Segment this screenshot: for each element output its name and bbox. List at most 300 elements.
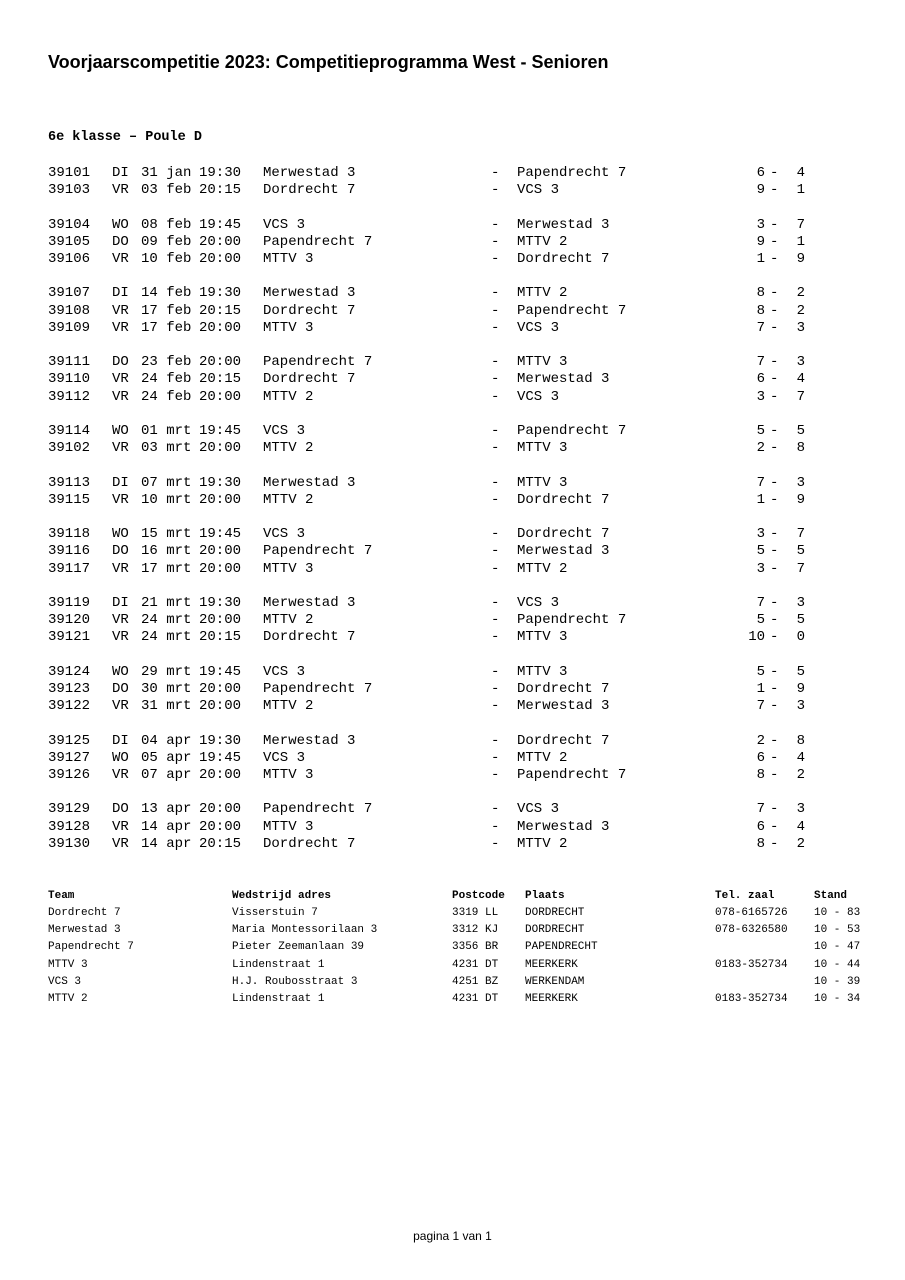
page-footer: pagina 1 van 1 bbox=[413, 1229, 492, 1243]
team-name-header: Team bbox=[48, 890, 75, 902]
score-home: 8 bbox=[756, 835, 765, 852]
match-time: 20:00 bbox=[199, 560, 242, 577]
score-home: 8 bbox=[756, 302, 765, 319]
away-team: MTTV 3 bbox=[517, 629, 568, 646]
postcode: 3312 KJ bbox=[452, 924, 499, 937]
match-day: DO bbox=[112, 233, 129, 250]
match-number: 39104 bbox=[48, 216, 91, 233]
match-number: 39108 bbox=[48, 302, 91, 319]
score-separator: - bbox=[770, 182, 779, 199]
score-home: 7 bbox=[756, 319, 765, 336]
score-away: 9 bbox=[796, 251, 805, 267]
score-home: 10 bbox=[748, 629, 765, 646]
home-team: MTTV 3 bbox=[263, 818, 314, 835]
home-team: VCS 3 bbox=[263, 526, 306, 543]
away-team: VCS 3 bbox=[517, 388, 560, 405]
score-away: 4 bbox=[796, 165, 805, 181]
score-separator: - bbox=[770, 440, 779, 457]
match-date: 24 mrt bbox=[141, 629, 192, 646]
away-team: MTTV 2 bbox=[517, 835, 568, 852]
score-separator: - bbox=[770, 835, 779, 852]
match-day: VR bbox=[112, 371, 129, 388]
match-number: 39101 bbox=[48, 165, 91, 181]
score-away: 2 bbox=[796, 302, 805, 319]
match-number: 39119 bbox=[48, 595, 91, 611]
match-day: DO bbox=[112, 354, 129, 371]
home-team: Merwestad 3 bbox=[263, 285, 356, 302]
match-time: 20:15 bbox=[199, 629, 242, 646]
home-team: Dordrecht 7 bbox=[263, 371, 356, 388]
home-team: MTTV 2 bbox=[263, 612, 314, 629]
match-date: 07 apr bbox=[141, 767, 192, 783]
match-date: 17 feb bbox=[141, 319, 192, 336]
match-separator: - bbox=[491, 302, 500, 319]
match-day: WO bbox=[112, 663, 129, 680]
score-home: 3 bbox=[756, 216, 765, 233]
match-separator: - bbox=[491, 595, 500, 611]
venue-address: H.J. Roubosstraat 3 bbox=[232, 975, 358, 988]
match-day: WO bbox=[112, 749, 129, 766]
score-away: 4 bbox=[796, 818, 805, 835]
score-separator: - bbox=[770, 818, 779, 835]
score-home: 1 bbox=[756, 251, 765, 267]
away-team: VCS 3 bbox=[517, 801, 560, 818]
match-time: 20:00 bbox=[199, 801, 242, 818]
score-separator: - bbox=[770, 302, 779, 319]
match-day: DI bbox=[112, 474, 129, 491]
team-name: Dordrecht 7 bbox=[48, 907, 121, 919]
match-number: 39125 bbox=[48, 732, 91, 749]
match-date: 09 feb bbox=[141, 233, 192, 250]
match-separator: - bbox=[491, 698, 500, 715]
score-home: 7 bbox=[756, 595, 765, 611]
match-time: 20:00 bbox=[199, 354, 242, 371]
match-separator: - bbox=[491, 767, 500, 783]
match-time: 20:15 bbox=[199, 302, 242, 319]
home-team: Papendrecht 7 bbox=[263, 681, 373, 697]
score-away: 3 bbox=[796, 474, 805, 491]
match-number: 39124 bbox=[48, 663, 91, 680]
match-day: DI bbox=[112, 595, 129, 611]
score-away: 5 bbox=[796, 612, 805, 629]
match-day: DI bbox=[112, 165, 129, 181]
match-separator: - bbox=[491, 319, 500, 336]
score-away: 1 bbox=[796, 233, 805, 250]
score-home: 5 bbox=[756, 423, 765, 439]
section-heading: 6e klasse – Poule D bbox=[48, 130, 202, 145]
score-away: 2 bbox=[796, 835, 805, 852]
match-date: 03 feb bbox=[141, 182, 192, 199]
standing-header: Stand bbox=[814, 890, 848, 902]
standing: 10 - 83 bbox=[814, 907, 861, 919]
home-team: MTTV 2 bbox=[263, 491, 314, 508]
score-separator: - bbox=[770, 165, 779, 181]
score-away: 5 bbox=[796, 423, 805, 439]
away-team: Dordrecht 7 bbox=[517, 491, 610, 508]
match-time: 20:00 bbox=[199, 491, 242, 508]
home-team: Merwestad 3 bbox=[263, 165, 356, 181]
away-team: Papendrecht 7 bbox=[517, 302, 627, 319]
score-separator: - bbox=[770, 767, 779, 783]
score-separator: - bbox=[770, 663, 779, 680]
score-separator: - bbox=[770, 388, 779, 405]
away-team: MTTV 2 bbox=[517, 560, 568, 577]
match-separator: - bbox=[491, 233, 500, 250]
team-name: Papendrecht 7 bbox=[48, 941, 134, 954]
away-team: MTTV 3 bbox=[517, 440, 568, 457]
home-team: VCS 3 bbox=[263, 663, 306, 680]
home-team: MTTV 2 bbox=[263, 698, 314, 715]
away-team: Merwestad 3 bbox=[517, 818, 610, 835]
home-team: Merwestad 3 bbox=[263, 595, 356, 611]
match-date: 08 feb bbox=[141, 216, 192, 233]
away-team: Merwestad 3 bbox=[517, 216, 610, 233]
away-team: MTTV 3 bbox=[517, 474, 568, 491]
match-separator: - bbox=[491, 560, 500, 577]
score-away: 7 bbox=[796, 526, 805, 543]
home-team: Dordrecht 7 bbox=[263, 182, 356, 199]
match-number: 39115 bbox=[48, 491, 91, 508]
home-team: MTTV 2 bbox=[263, 440, 314, 457]
match-number: 39111 bbox=[48, 354, 91, 371]
match-day: VR bbox=[112, 560, 129, 577]
score-home: 2 bbox=[756, 440, 765, 457]
match-day: WO bbox=[112, 526, 129, 543]
away-team: Dordrecht 7 bbox=[517, 732, 610, 749]
match-time: 19:45 bbox=[199, 663, 242, 680]
standing: 10 - 53 bbox=[814, 924, 861, 937]
match-number: 39102 bbox=[48, 440, 91, 457]
match-date: 17 mrt bbox=[141, 560, 192, 577]
match-separator: - bbox=[491, 526, 500, 543]
postcode: 4231 DT bbox=[452, 993, 499, 1005]
match-date: 14 apr bbox=[141, 835, 192, 852]
away-team: Merwestad 3 bbox=[517, 543, 610, 560]
score-away: 7 bbox=[796, 388, 805, 405]
match-day: VR bbox=[112, 251, 129, 267]
match-day: VR bbox=[112, 319, 129, 336]
match-separator: - bbox=[491, 474, 500, 491]
match-separator: - bbox=[491, 543, 500, 560]
match-date: 30 mrt bbox=[141, 681, 192, 697]
match-number: 39128 bbox=[48, 818, 91, 835]
score-home: 5 bbox=[756, 612, 765, 629]
postcode-header: Postcode bbox=[452, 890, 505, 902]
score-home: 1 bbox=[756, 681, 765, 697]
score-home: 5 bbox=[756, 543, 765, 560]
match-date: 05 apr bbox=[141, 749, 192, 766]
score-home: 3 bbox=[756, 388, 765, 405]
match-time: 20:00 bbox=[199, 612, 242, 629]
score-home: 7 bbox=[756, 698, 765, 715]
score-separator: - bbox=[770, 474, 779, 491]
away-team: MTTV 2 bbox=[517, 233, 568, 250]
home-team: MTTV 3 bbox=[263, 319, 314, 336]
match-number: 39118 bbox=[48, 526, 91, 543]
score-home: 5 bbox=[756, 663, 765, 680]
score-home: 7 bbox=[756, 354, 765, 371]
match-number: 39106 bbox=[48, 251, 91, 267]
match-date: 14 apr bbox=[141, 818, 192, 835]
match-day: VR bbox=[112, 767, 129, 783]
city: WERKENDAM bbox=[525, 975, 585, 988]
match-separator: - bbox=[491, 440, 500, 457]
venue-phone: 0183-352734 bbox=[715, 993, 788, 1005]
match-separator: - bbox=[491, 285, 500, 302]
match-time: 20:00 bbox=[199, 767, 242, 783]
match-separator: - bbox=[491, 629, 500, 646]
home-team: Dordrecht 7 bbox=[263, 302, 356, 319]
score-separator: - bbox=[770, 371, 779, 388]
match-date: 15 mrt bbox=[141, 526, 192, 543]
team-name: Merwestad 3 bbox=[48, 924, 121, 937]
match-time: 20:15 bbox=[199, 371, 242, 388]
home-team: Dordrecht 7 bbox=[263, 629, 356, 646]
match-separator: - bbox=[491, 801, 500, 818]
away-team: Merwestad 3 bbox=[517, 698, 610, 715]
postcode: 4251 BZ bbox=[452, 975, 499, 988]
away-team: MTTV 3 bbox=[517, 663, 568, 680]
match-time: 19:45 bbox=[199, 526, 242, 543]
home-team: Papendrecht 7 bbox=[263, 233, 373, 250]
score-separator: - bbox=[770, 681, 779, 697]
match-date: 23 feb bbox=[141, 354, 192, 371]
home-team: MTTV 3 bbox=[263, 767, 314, 783]
match-time: 20:00 bbox=[199, 388, 242, 405]
match-date: 10 mrt bbox=[141, 491, 192, 508]
match-number: 39123 bbox=[48, 681, 91, 697]
score-away: 2 bbox=[796, 767, 805, 783]
score-separator: - bbox=[770, 612, 779, 629]
postcode: 4231 DT bbox=[452, 958, 499, 971]
match-separator: - bbox=[491, 491, 500, 508]
score-home: 9 bbox=[756, 233, 765, 250]
score-away: 7 bbox=[796, 216, 805, 233]
match-time: 20:00 bbox=[199, 681, 242, 697]
match-number: 39122 bbox=[48, 698, 91, 715]
score-away: 8 bbox=[796, 440, 805, 457]
match-number: 39121 bbox=[48, 629, 91, 646]
city: PAPENDRECHT bbox=[525, 941, 598, 954]
score-separator: - bbox=[770, 526, 779, 543]
match-date: 21 mrt bbox=[141, 595, 192, 611]
venue-address: Visserstuin 7 bbox=[232, 907, 318, 919]
away-team: MTTV 2 bbox=[517, 749, 568, 766]
score-away: 3 bbox=[796, 801, 805, 818]
match-time: 20:15 bbox=[199, 182, 242, 199]
match-date: 29 mrt bbox=[141, 663, 192, 680]
match-time: 20:00 bbox=[199, 698, 242, 715]
match-day: VR bbox=[112, 612, 129, 629]
match-day: VR bbox=[112, 388, 129, 405]
match-separator: - bbox=[491, 818, 500, 835]
match-separator: - bbox=[491, 612, 500, 629]
match-day: VR bbox=[112, 182, 129, 199]
score-home: 6 bbox=[756, 165, 765, 181]
match-date: 03 mrt bbox=[141, 440, 192, 457]
away-team: MTTV 2 bbox=[517, 285, 568, 302]
standing: 10 - 47 bbox=[814, 941, 861, 954]
home-team: VCS 3 bbox=[263, 749, 306, 766]
venue-address: Maria Montessorilaan 3 bbox=[232, 924, 378, 937]
venue-phone: 0183-352734 bbox=[715, 958, 788, 971]
home-team: Papendrecht 7 bbox=[263, 801, 373, 818]
match-date: 24 feb bbox=[141, 371, 192, 388]
away-team: VCS 3 bbox=[517, 595, 560, 611]
match-date: 17 feb bbox=[141, 302, 192, 319]
home-team: MTTV 3 bbox=[263, 560, 314, 577]
match-time: 20:00 bbox=[199, 233, 242, 250]
match-time: 19:45 bbox=[199, 216, 242, 233]
city-header: Plaats bbox=[525, 890, 565, 902]
home-team: Papendrecht 7 bbox=[263, 354, 373, 371]
match-date: 24 feb bbox=[141, 388, 192, 405]
match-number: 39126 bbox=[48, 767, 91, 783]
city: DORDRECHT bbox=[525, 907, 585, 919]
away-team: Dordrecht 7 bbox=[517, 251, 610, 267]
score-home: 6 bbox=[756, 371, 765, 388]
standing: 10 - 39 bbox=[814, 975, 861, 988]
match-day: VR bbox=[112, 818, 129, 835]
match-date: 24 mrt bbox=[141, 612, 192, 629]
score-home: 6 bbox=[756, 749, 765, 766]
match-time: 19:30 bbox=[199, 165, 242, 181]
match-time: 19:30 bbox=[199, 474, 242, 491]
score-separator: - bbox=[770, 560, 779, 577]
postcode: 3319 LL bbox=[452, 907, 499, 919]
match-day: WO bbox=[112, 423, 129, 439]
away-team: Merwestad 3 bbox=[517, 371, 610, 388]
score-separator: - bbox=[770, 749, 779, 766]
score-separator: - bbox=[770, 423, 779, 439]
match-day: DO bbox=[112, 801, 129, 818]
match-day: DI bbox=[112, 732, 129, 749]
score-home: 9 bbox=[756, 182, 765, 199]
match-date: 16 mrt bbox=[141, 543, 192, 560]
match-day: VR bbox=[112, 302, 129, 319]
venue-phone-header: Tel. zaal bbox=[715, 890, 775, 902]
match-number: 39130 bbox=[48, 835, 91, 852]
score-away: 5 bbox=[796, 543, 805, 560]
score-away: 4 bbox=[796, 749, 805, 766]
score-away: 0 bbox=[796, 629, 805, 646]
venue-address-header: Wedstrijd adres bbox=[232, 890, 332, 902]
match-number: 39107 bbox=[48, 285, 91, 302]
score-away: 3 bbox=[796, 354, 805, 371]
score-separator: - bbox=[770, 491, 779, 508]
away-team: Dordrecht 7 bbox=[517, 681, 610, 697]
venue-address: Lindenstraat 1 bbox=[232, 958, 325, 971]
match-separator: - bbox=[491, 165, 500, 181]
home-team: MTTV 2 bbox=[263, 388, 314, 405]
team-name: VCS 3 bbox=[48, 975, 82, 988]
match-number: 39114 bbox=[48, 423, 91, 439]
home-team: VCS 3 bbox=[263, 423, 306, 439]
venue-address: Pieter Zeemanlaan 39 bbox=[232, 941, 365, 954]
city: MEERKERK bbox=[525, 993, 578, 1005]
score-away: 1 bbox=[796, 182, 805, 199]
home-team: MTTV 3 bbox=[263, 251, 314, 267]
score-separator: - bbox=[770, 629, 779, 646]
score-away: 3 bbox=[796, 319, 805, 336]
standing: 10 - 34 bbox=[814, 993, 861, 1005]
match-number: 39105 bbox=[48, 233, 91, 250]
match-time: 20:00 bbox=[199, 440, 242, 457]
match-time: 20:00 bbox=[199, 319, 242, 336]
venue-phone: 078-6165726 bbox=[715, 907, 788, 919]
score-separator: - bbox=[770, 732, 779, 749]
team-name: MTTV 2 bbox=[48, 993, 88, 1005]
match-time: 19:45 bbox=[199, 423, 242, 439]
match-number: 39113 bbox=[48, 474, 91, 491]
score-away: 7 bbox=[796, 560, 805, 577]
match-number: 39120 bbox=[48, 612, 91, 629]
home-team: Dordrecht 7 bbox=[263, 835, 356, 852]
score-separator: - bbox=[770, 698, 779, 715]
page-title: Voorjaarscompetitie 2023: Competitieprogramma West - Senioren bbox=[48, 52, 609, 72]
match-number: 39116 bbox=[48, 543, 91, 560]
score-away: 4 bbox=[796, 371, 805, 388]
home-team: Papendrecht 7 bbox=[263, 543, 373, 560]
away-team: Papendrecht 7 bbox=[517, 165, 627, 181]
score-separator: - bbox=[770, 251, 779, 267]
match-time: 20:00 bbox=[199, 251, 242, 267]
match-day: VR bbox=[112, 835, 129, 852]
match-number: 39117 bbox=[48, 560, 91, 577]
match-separator: - bbox=[491, 681, 500, 697]
score-separator: - bbox=[770, 595, 779, 611]
match-separator: - bbox=[491, 182, 500, 199]
match-number: 39127 bbox=[48, 749, 91, 766]
score-away: 3 bbox=[796, 595, 805, 611]
score-away: 3 bbox=[796, 698, 805, 715]
away-team: Papendrecht 7 bbox=[517, 612, 627, 629]
match-number: 39103 bbox=[48, 182, 91, 199]
score-home: 7 bbox=[756, 474, 765, 491]
venue-address: Lindenstraat 1 bbox=[232, 993, 325, 1005]
score-away: 9 bbox=[796, 681, 805, 697]
match-separator: - bbox=[491, 388, 500, 405]
away-team: Papendrecht 7 bbox=[517, 767, 627, 783]
score-separator: - bbox=[770, 216, 779, 233]
match-separator: - bbox=[491, 354, 500, 371]
match-time: 19:30 bbox=[199, 732, 242, 749]
match-separator: - bbox=[491, 732, 500, 749]
score-home: 1 bbox=[756, 491, 765, 508]
score-home: 6 bbox=[756, 818, 765, 835]
match-day: VR bbox=[112, 491, 129, 508]
score-home: 3 bbox=[756, 560, 765, 577]
match-separator: - bbox=[491, 423, 500, 439]
match-day: VR bbox=[112, 440, 129, 457]
match-day: VR bbox=[112, 698, 129, 715]
home-team: VCS 3 bbox=[263, 216, 306, 233]
away-team: VCS 3 bbox=[517, 319, 560, 336]
match-time: 20:15 bbox=[199, 835, 242, 852]
score-home: 8 bbox=[756, 285, 765, 302]
match-separator: - bbox=[491, 663, 500, 680]
match-time: 20:00 bbox=[199, 818, 242, 835]
home-team: Merwestad 3 bbox=[263, 732, 356, 749]
match-separator: - bbox=[491, 251, 500, 267]
postcode: 3356 BR bbox=[452, 941, 499, 954]
match-date: 10 feb bbox=[141, 251, 192, 267]
match-number: 39112 bbox=[48, 388, 91, 405]
away-team: VCS 3 bbox=[517, 182, 560, 199]
away-team: MTTV 3 bbox=[517, 354, 568, 371]
match-day: DO bbox=[112, 681, 129, 697]
score-away: 5 bbox=[796, 663, 805, 680]
